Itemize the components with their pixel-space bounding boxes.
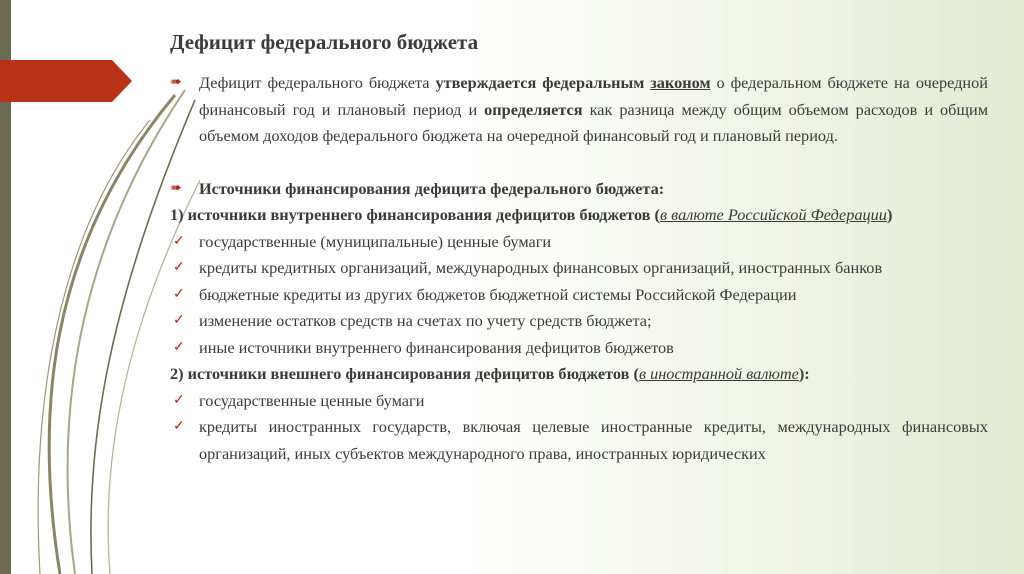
external-sources-heading (170, 361, 988, 388)
paren: ( (629, 364, 639, 383)
internal-sources-heading (170, 202, 988, 229)
internal-sources-label: 1) источники внутреннего финансирования дефицитов бюджетов (170, 205, 651, 224)
checkmark-icon: ✓ (173, 392, 185, 408)
internal-sources-note: в валюте Российской Федерации (659, 205, 887, 224)
arrow-bullet-icon: ➠ (170, 75, 182, 90)
checkmark-icon: ✓ (173, 286, 185, 302)
sources-heading-text: Источники финансирования дефицита федерального бюджета: (199, 178, 665, 198)
checkmark-icon: ✓ (173, 233, 185, 249)
definition-text: о федеральном бюджете на очередной финансовый год и плановый период и (199, 73, 988, 119)
list-item-text: бюджетные кредиты из других бюджетов бюджетной системы Российской Федерации (199, 284, 797, 304)
checkmark-icon: ✓ (173, 339, 185, 355)
definition-text: Дефицит федерального бюджета (199, 73, 436, 92)
list-item-text: государственные (муниципальные) ценные бумаги (199, 231, 552, 251)
external-sources-label: 2) источники внешнего финансирования дефицитов бюджетов (170, 364, 630, 383)
checkmark-icon: ✓ (173, 419, 185, 434)
list-item (170, 308, 988, 335)
arrow-bullet-icon: ➠ (170, 180, 182, 196)
paren: ( (650, 205, 660, 224)
list-item-text: кредиты кредитных организаций, международных финансовых организаций, иностранных банков (199, 258, 883, 277)
definition-paragraph (170, 70, 988, 150)
list-item-text: государственные ценные бумаги (199, 390, 425, 410)
list-item (170, 255, 988, 282)
list-item-text: иные источники внутреннего финансирования дефицитов бюджетов (199, 337, 674, 357)
paren: ) (886, 205, 893, 224)
list-item-text: изменение остатков средств на счетах по учету средств бюджета; (199, 311, 652, 330)
definition-bold-text: утверждается федеральным (435, 73, 651, 92)
definition-text: как разница между общим объемом расходов и общим объемом доходов федерального бюджета на очередной финансовый год и плановый период. (199, 99, 989, 145)
checkmark-icon: ✓ (173, 313, 185, 328)
checkmark-icon: ✓ (173, 260, 185, 275)
page-title: Дефицит федерального бюджета (170, 30, 479, 54)
list-item-text: кредиты иностранных государств, включая целевые иностранные кредиты, международных финансовых организаций, иных субъектов международного права, иностранных юридических (199, 417, 988, 463)
paren: ): (798, 364, 810, 383)
definition-law-text: законом (650, 73, 711, 92)
list-item (170, 388, 988, 415)
title-accent-tab (0, 60, 132, 102)
list-item (170, 229, 988, 256)
external-sources-note: в иностранной валюте (638, 364, 799, 383)
main-content (170, 70, 988, 467)
spacer (170, 150, 988, 176)
list-item (170, 282, 988, 309)
list-item (170, 414, 988, 467)
list-item (170, 335, 988, 362)
definition-bold-text: определяется (484, 99, 583, 119)
sources-heading (170, 176, 988, 203)
